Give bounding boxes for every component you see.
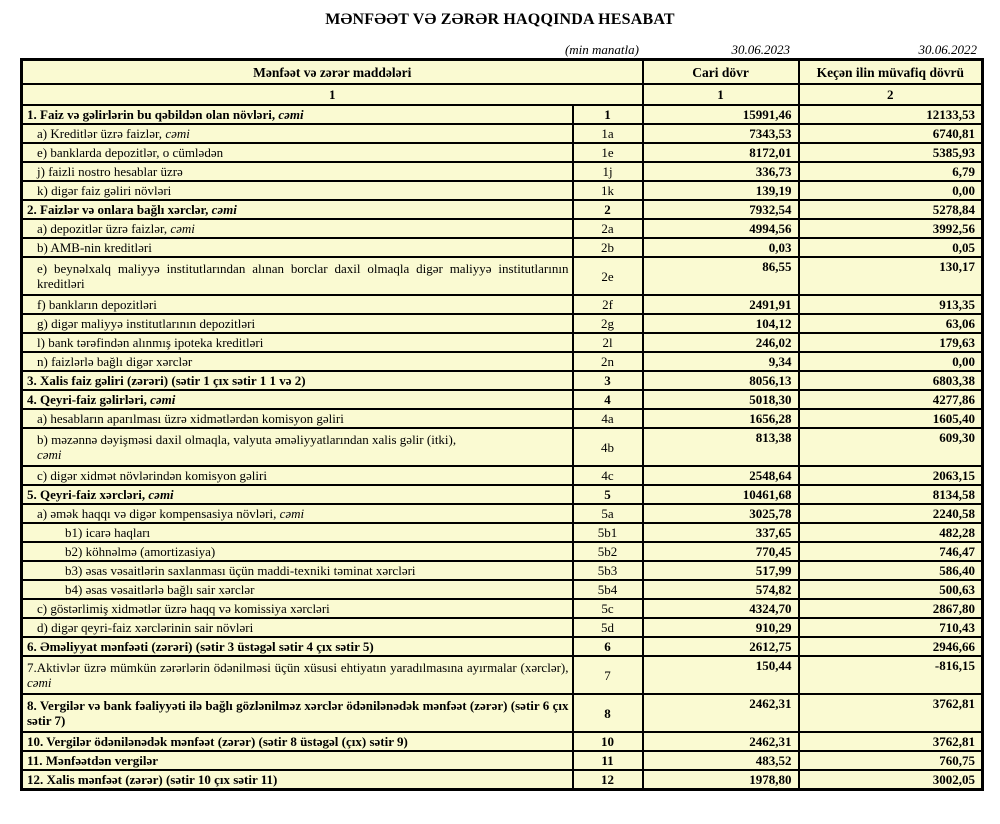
table-row <box>22 732 983 751</box>
date-current: 30.06.2023 <box>731 42 790 57</box>
table-row <box>22 751 983 770</box>
table-row <box>22 504 983 523</box>
row-value-previous: 8134,58 <box>799 485 983 504</box>
row-label: b) AMB-nin kreditləri <box>22 238 573 257</box>
col-number-previous: 2 <box>799 84 983 105</box>
row-value-previous: 482,28 <box>799 523 983 542</box>
row-label: 4. Qeyri-faiz gəlirləri, cəmi <box>22 390 573 409</box>
row-label: b2) köhnəlmə (amortizasiya) <box>22 542 573 561</box>
row-label: b3) əsas vəsaitlərin saxlanması üçün maddi-texniki təminat xərcləri <box>22 561 573 580</box>
row-value-current: 246,02 <box>643 333 799 352</box>
row-label: f) bankların depozitləri <box>22 295 573 314</box>
row-value-previous: 130,17 <box>799 257 983 295</box>
row-label: a) əmək haqqı və digər kompensasiya növləri, cəmi <box>22 504 573 523</box>
row-value-previous: 2946,66 <box>799 637 983 656</box>
row-value-previous: 3762,81 <box>799 732 983 751</box>
row-value-previous: 2240,58 <box>799 504 983 523</box>
row-label: b4) əsas vəsaitlərlə bağlı sair xərclər <box>22 580 573 599</box>
row-value-previous: 0,00 <box>799 352 983 371</box>
row-value-current: 336,73 <box>643 162 799 181</box>
row-value-previous: 760,75 <box>799 751 983 770</box>
row-value-previous: 0,00 <box>799 181 983 200</box>
table-row <box>22 314 983 333</box>
row-value-current: 2612,75 <box>643 637 799 656</box>
row-label: a) depozitlər üzrə faizlər, cəmi <box>22 219 573 238</box>
row-value-previous: 12133,53 <box>799 105 983 124</box>
row-code: 2f <box>573 295 643 314</box>
row-value-current: 0,03 <box>643 238 799 257</box>
row-code: 12 <box>573 770 643 790</box>
table-row <box>22 181 983 200</box>
row-value-current: 139,19 <box>643 181 799 200</box>
row-value-previous: 746,47 <box>799 542 983 561</box>
row-value-current: 2462,31 <box>643 732 799 751</box>
row-value-current: 574,82 <box>643 580 799 599</box>
row-value-current: 813,38 <box>643 428 799 466</box>
row-code: 2a <box>573 219 643 238</box>
table-body <box>22 105 983 790</box>
row-value-previous: 179,63 <box>799 333 983 352</box>
row-value-current: 150,44 <box>643 656 799 694</box>
row-label: g) digər maliyyə institutlarının depozitləri <box>22 314 573 333</box>
col-number-items: 1 <box>22 84 643 105</box>
header-row-numbers <box>22 84 983 105</box>
row-label: 11. Mənfəətdən vergilər <box>22 751 573 770</box>
row-value-previous: 6,79 <box>799 162 983 181</box>
table-row <box>22 466 983 485</box>
row-label: n) faizlərlə bağlı digər xərclər <box>22 352 573 371</box>
row-value-current: 8056,13 <box>643 371 799 390</box>
table-row <box>22 238 983 257</box>
row-code: 5c <box>573 599 643 618</box>
row-value-current: 337,65 <box>643 523 799 542</box>
row-value-current: 2491,91 <box>643 295 799 314</box>
row-value-current: 5018,30 <box>643 390 799 409</box>
row-code: 5 <box>573 485 643 504</box>
row-value-current: 910,29 <box>643 618 799 637</box>
row-code: 7 <box>573 656 643 694</box>
table-row <box>22 219 983 238</box>
row-value-previous: 6740,81 <box>799 124 983 143</box>
row-value-previous: 0,05 <box>799 238 983 257</box>
table-row <box>22 409 983 428</box>
table-row <box>22 770 983 790</box>
row-value-current: 2462,31 <box>643 694 799 732</box>
row-label: c) digər xidmət növlərindən komisyon gəliri <box>22 466 573 485</box>
row-label: 8. Vergilər və bank fəaliyyəti ilə bağlı gözlənilməz xərclər ödənilənədək mənfəət (zərər) (sətir 6 çıx sətir 7) <box>22 694 573 732</box>
table-header <box>22 60 983 106</box>
row-label: b) məzənnə dəyişməsi daxil olmaqla, valyuta əməliyyatlarından xalis gəlir (itki), cəmi <box>22 428 573 466</box>
row-value-previous: 6803,38 <box>799 371 983 390</box>
row-label: 7.Aktivlər üzrə mümkün zərərlərin ödənilməsi üçün xüsusi ehtiyatın yaradılmasına ayırmalar (xərclər), cəmi <box>22 656 573 694</box>
row-code: 11 <box>573 751 643 770</box>
unit-label: (min manatla) <box>564 42 639 57</box>
row-value-previous: 710,43 <box>799 618 983 637</box>
row-label: a) hesabların aparılması üzrə xidmətlərdən komisyon gəliri <box>22 409 573 428</box>
table-row <box>22 371 983 390</box>
table-row <box>22 295 983 314</box>
row-value-current: 483,52 <box>643 751 799 770</box>
row-code: 5b3 <box>573 561 643 580</box>
table-row <box>22 580 983 599</box>
row-value-current: 2548,64 <box>643 466 799 485</box>
row-code: 4b <box>573 428 643 466</box>
row-code: 5d <box>573 618 643 637</box>
col-number-current: 1 <box>643 84 799 105</box>
row-value-current: 104,12 <box>643 314 799 333</box>
row-code: 5b1 <box>573 523 643 542</box>
row-code: 10 <box>573 732 643 751</box>
row-label: 10. Vergilər ödənilənədək mənfəət (zərər) (sətir 8 üstəgəl (çıx) sətir 9) <box>22 732 573 751</box>
row-value-current: 1656,28 <box>643 409 799 428</box>
row-value-current: 8172,01 <box>643 143 799 162</box>
row-label: 6. Əməliyyat mənfəəti (zərəri) (sətir 3 üstəgəl sətir 4 çıx sətir 5) <box>22 637 573 656</box>
table-row <box>22 257 983 295</box>
meta-row <box>20 42 981 57</box>
col-header-previous: Keçən ilin müvafiq dövrü <box>799 60 983 85</box>
row-code: 2g <box>573 314 643 333</box>
row-code: 1 <box>573 105 643 124</box>
row-value-current: 4324,70 <box>643 599 799 618</box>
table-row <box>22 656 983 694</box>
row-value-previous: 609,30 <box>799 428 983 466</box>
row-code: 4 <box>573 390 643 409</box>
row-code: 2l <box>573 333 643 352</box>
row-code: 1j <box>573 162 643 181</box>
row-value-current: 3025,78 <box>643 504 799 523</box>
table-row <box>22 200 983 219</box>
row-label: e) beynəlxalq maliyyə institutlarından alınan borclar daxil olmaqla digər maliyyə institutlarının kreditləri <box>22 257 573 295</box>
row-value-current: 9,34 <box>643 352 799 371</box>
table-row <box>22 485 983 504</box>
row-label: d) digər qeyri-faiz xərclərinin sair növləri <box>22 618 573 637</box>
header-row-labels <box>22 60 983 85</box>
table-row <box>22 333 983 352</box>
table-row <box>22 124 983 143</box>
table-row <box>22 105 983 124</box>
table-row <box>22 694 983 732</box>
table-row <box>22 637 983 656</box>
table-row <box>22 143 983 162</box>
row-label: l) bank tərəfindən alınmış ipoteka kreditləri <box>22 333 573 352</box>
row-label: j) faizli nostro hesablar üzrə <box>22 162 573 181</box>
row-value-current: 4994,56 <box>643 219 799 238</box>
col-header-items: Mənfəət və zərər maddələri <box>22 60 643 85</box>
row-value-previous: 1605,40 <box>799 409 983 428</box>
row-code: 4c <box>573 466 643 485</box>
row-value-previous: 500,63 <box>799 580 983 599</box>
row-value-current: 517,99 <box>643 561 799 580</box>
row-value-previous: 4277,86 <box>799 390 983 409</box>
row-code: 4a <box>573 409 643 428</box>
row-code: 6 <box>573 637 643 656</box>
row-label: e) banklarda depozitlər, o cümlədən <box>22 143 573 162</box>
row-code: 2n <box>573 352 643 371</box>
row-code: 5a <box>573 504 643 523</box>
row-label: b1) icarə haqları <box>22 523 573 542</box>
row-value-current: 10461,68 <box>643 485 799 504</box>
row-value-previous: 586,40 <box>799 561 983 580</box>
row-value-previous: 2867,80 <box>799 599 983 618</box>
table-row <box>22 352 983 371</box>
row-value-previous: 3002,05 <box>799 770 983 790</box>
row-code: 2 <box>573 200 643 219</box>
row-code: 1e <box>573 143 643 162</box>
row-value-previous: 913,35 <box>799 295 983 314</box>
row-value-previous: 3762,81 <box>799 694 983 732</box>
row-value-previous: 5385,93 <box>799 143 983 162</box>
row-value-previous: -816,15 <box>799 656 983 694</box>
row-label: k) digər faiz gəliri növləri <box>22 181 573 200</box>
table-row <box>22 162 983 181</box>
row-label: 12. Xalis mənfəət (zərər) (sətir 10 çıx sətir 11) <box>22 770 573 790</box>
row-code: 1k <box>573 181 643 200</box>
row-label: 1. Faiz və gəlirlərin bu qəbildən olan növləri, cəmi <box>22 105 573 124</box>
pnl-table <box>20 58 984 791</box>
table-row <box>22 390 983 409</box>
row-value-current: 1978,80 <box>643 770 799 790</box>
row-value-previous: 2063,15 <box>799 466 983 485</box>
table-row <box>22 599 983 618</box>
col-header-current: Cari dövr <box>643 60 799 85</box>
row-code: 2b <box>573 238 643 257</box>
row-value-previous: 3992,56 <box>799 219 983 238</box>
row-value-current: 7932,54 <box>643 200 799 219</box>
page-title: MƏNFƏƏT VƏ ZƏRƏR HAQQINDA HESABAT <box>325 11 675 28</box>
row-code: 8 <box>573 694 643 732</box>
row-value-current: 15991,46 <box>643 105 799 124</box>
row-value-previous: 5278,84 <box>799 200 983 219</box>
table-row <box>22 618 983 637</box>
row-code: 2e <box>573 257 643 295</box>
table-row <box>22 523 983 542</box>
table-row <box>22 428 983 466</box>
row-label: 2. Faizlər və onlara bağlı xərclər, cəmi <box>22 200 573 219</box>
row-code: 3 <box>573 371 643 390</box>
date-previous: 30.06.2022 <box>918 42 977 57</box>
row-code: 5b2 <box>573 542 643 561</box>
table-row <box>22 542 983 561</box>
row-label: a) Kreditlər üzrə faizlər, cəmi <box>22 124 573 143</box>
table-row <box>22 561 983 580</box>
row-code: 5b4 <box>573 580 643 599</box>
row-value-previous: 63,06 <box>799 314 983 333</box>
row-label: 3. Xalis faiz gəliri (zərəri) (sətir 1 çıx sətir 1 1 və 2) <box>22 371 573 390</box>
row-label: c) göstərlimiş xidmətlər üzrə haqq və komissiya xərcləri <box>22 599 573 618</box>
row-value-current: 770,45 <box>643 542 799 561</box>
row-value-current: 86,55 <box>643 257 799 295</box>
row-value-current: 7343,53 <box>643 124 799 143</box>
row-label: 5. Qeyri-faiz xərcləri, cəmi <box>22 485 573 504</box>
row-code: 1a <box>573 124 643 143</box>
